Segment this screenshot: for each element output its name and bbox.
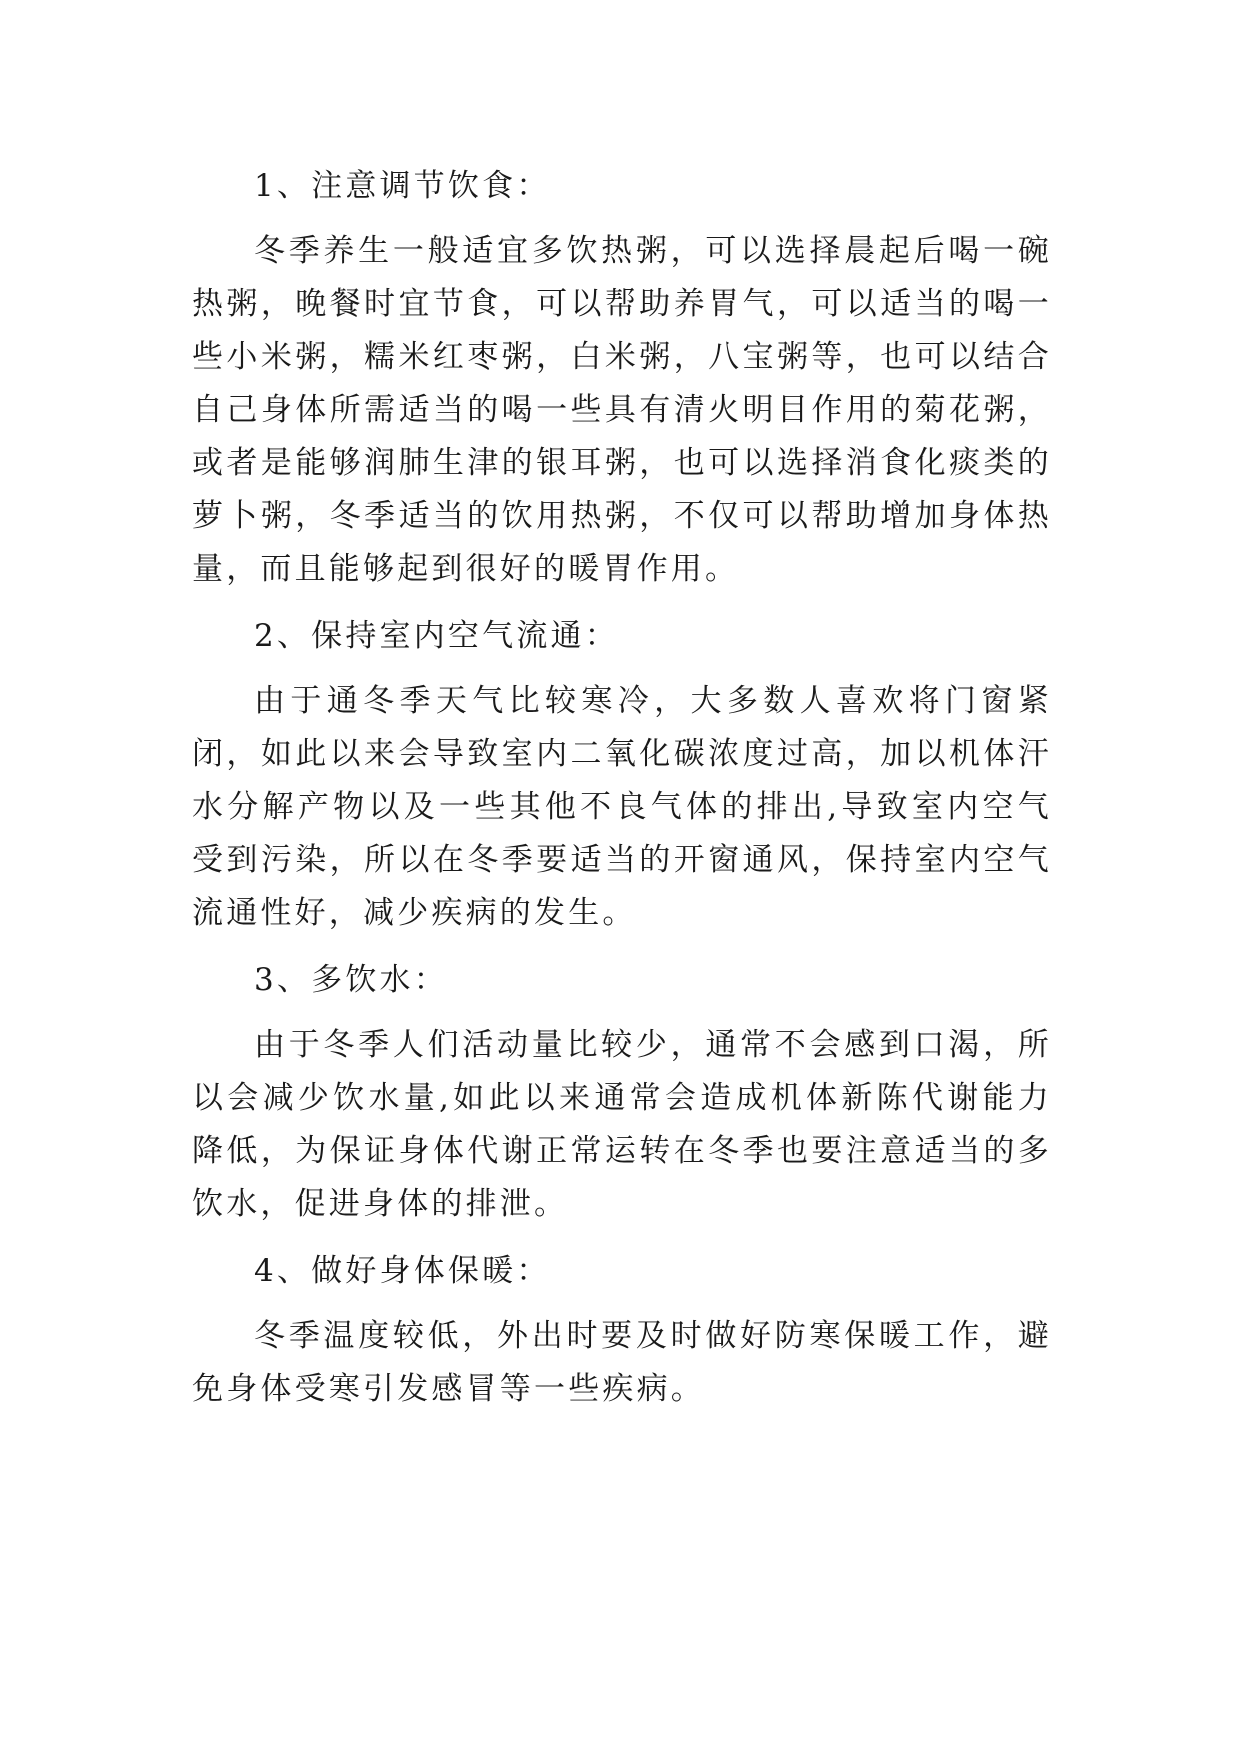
section-heading-diet: 1、注意调节饮食：	[254, 168, 551, 204]
section-body-ventilation: 由于通冬季天气比较寒冷，大多数人喜欢将门窗紧闭，如此以来会导致室内二氧化碳浓度过高，加以机体汗水分解产物以及一些其他不良气体的排出,导致室内空气受到污染，所以在冬季要适当的开窗通风，保持室内空气流通性好，减少疾病的发生。	[192, 683, 1052, 931]
section-heading-water: 3、多饮水：	[254, 962, 448, 998]
section-body-diet: 冬季养生一般适宜多饮热粥，可以选择晨起后喝一碗热粥，晚餐时宜节食，可以帮助养胃气，可以适当的喝一些小米粥，糯米红枣粥，白米粥，八宝粥等，也可以结合自己身体所需适当的喝一些具有清火明目作用的菊花粥，或者是能够润肺生津的银耳粥，也可以选择消食化痰类的萝卜粥，冬季适当的饮用热粥，不仅可以帮助增加身体热量，而且能够起到很好的暖胃作用。	[192, 233, 1052, 587]
section-heading-warmth: 4、做好身体保暖：	[254, 1253, 551, 1289]
document-content	[192, 160, 1052, 1430]
section-body-warmth: 冬季温度较低，外出时要及时做好防寒保暖工作，避免身体受寒引发感冒等一些疾病。	[192, 1318, 1052, 1407]
section-body-water: 由于冬季人们活动量比较少，通常不会感到口渴，所以会减少饮水量,如此以来通常会造成机体新陈代谢能力降低，为保证身体代谢正常运转在冬季也要注意适当的多饮水，促进身体的排泄。	[192, 1027, 1052, 1222]
section-heading-ventilation: 2、保持室内空气流通：	[254, 618, 619, 654]
